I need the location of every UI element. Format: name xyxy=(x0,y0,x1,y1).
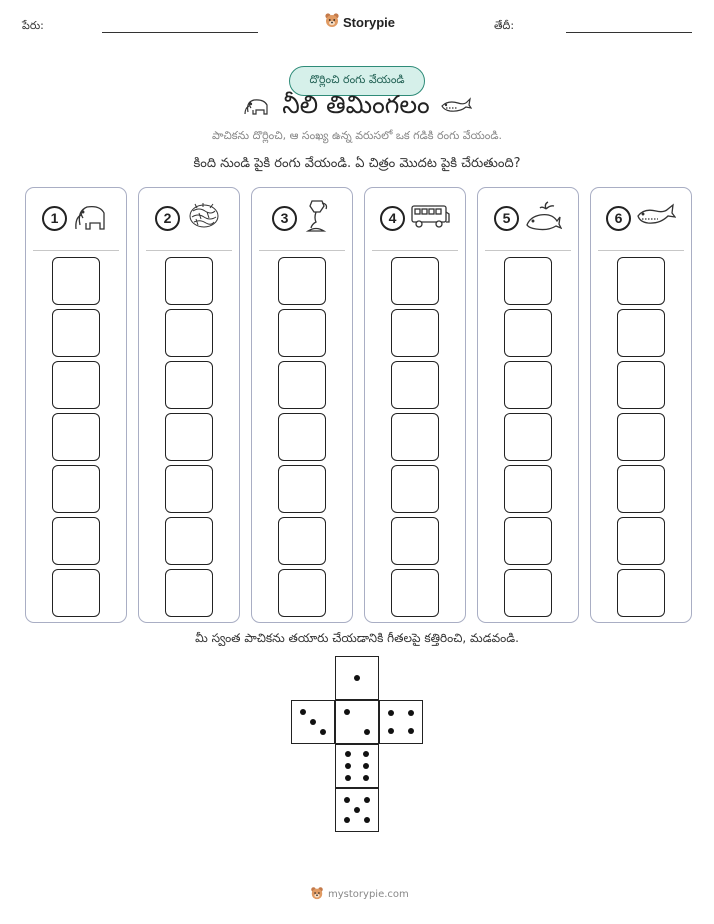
column-divider xyxy=(33,250,119,251)
color-cell[interactable] xyxy=(391,465,439,513)
cell-stack xyxy=(165,257,213,617)
footer-url[interactable]: mystorypie.com xyxy=(328,889,409,900)
bear-face-icon xyxy=(310,885,324,904)
cell-stack xyxy=(391,257,439,617)
color-cell[interactable] xyxy=(504,257,552,305)
die-pip xyxy=(388,710,394,716)
color-cell[interactable] xyxy=(278,309,326,357)
color-cell[interactable] xyxy=(504,309,552,357)
cell-stack xyxy=(278,257,326,617)
cell-stack xyxy=(617,257,665,617)
die-pip xyxy=(320,729,326,735)
column-number: 5 xyxy=(494,206,519,231)
name-label: పేరు: xyxy=(22,19,44,32)
column-header xyxy=(139,188,239,244)
column-number: 4 xyxy=(380,206,405,231)
die-pip xyxy=(345,751,351,757)
column-header xyxy=(252,188,352,244)
date-label: తేదీ: xyxy=(494,19,515,32)
color-cell[interactable] xyxy=(278,517,326,565)
color-cell[interactable] xyxy=(278,257,326,305)
footer xyxy=(310,885,409,904)
brand-logo xyxy=(324,12,395,32)
color-cell[interactable] xyxy=(52,569,100,617)
die-pip xyxy=(364,729,370,735)
color-cell[interactable] xyxy=(165,361,213,409)
color-cell[interactable] xyxy=(278,465,326,513)
question-instruction: కింది నుండి పైకి రంగు వేయండి. ఏ చిత్రం మొదట పైకి చేరుతుంది? xyxy=(193,156,521,171)
column-4 xyxy=(364,187,466,623)
color-cell[interactable] xyxy=(278,361,326,409)
whale-spout-icon xyxy=(524,199,562,237)
blue-whale-title-icon xyxy=(440,96,472,120)
color-cell[interactable] xyxy=(391,517,439,565)
die-face-1 xyxy=(335,656,379,700)
column-1 xyxy=(25,187,127,623)
color-cell[interactable] xyxy=(504,517,552,565)
elephant-icon xyxy=(72,199,110,237)
column-header xyxy=(26,188,126,244)
cell-stack xyxy=(504,257,552,617)
color-cell[interactable] xyxy=(617,465,665,513)
die-pip xyxy=(354,675,360,681)
color-cell[interactable] xyxy=(165,517,213,565)
color-cell[interactable] xyxy=(165,309,213,357)
column-number: 1 xyxy=(42,206,67,231)
column-number: 3 xyxy=(272,206,297,231)
die-pip xyxy=(364,797,370,803)
die-pip xyxy=(310,719,316,725)
color-cell[interactable] xyxy=(165,257,213,305)
page-title: నీలి తిమింగలం xyxy=(282,90,430,119)
die-pip xyxy=(354,807,360,813)
die-face-2 xyxy=(291,700,335,744)
die-pip xyxy=(408,728,414,734)
die-face-6 xyxy=(335,744,379,788)
color-cell[interactable] xyxy=(165,465,213,513)
school-bus-icon xyxy=(410,202,450,234)
column-2 xyxy=(138,187,240,623)
die-pip xyxy=(300,709,306,715)
elephant-icon xyxy=(242,94,272,122)
color-cell[interactable] xyxy=(617,361,665,409)
column-number: 6 xyxy=(606,206,631,231)
color-cell[interactable] xyxy=(617,413,665,461)
die-pip xyxy=(344,817,350,823)
die-pip xyxy=(363,775,369,781)
brand-name: Storypie xyxy=(343,14,396,30)
die-face-3 xyxy=(335,700,379,744)
color-cell[interactable] xyxy=(52,309,100,357)
color-cell[interactable] xyxy=(617,257,665,305)
column-divider xyxy=(259,250,345,251)
roll-instruction: పాచికను దొర్లించి, ఆ సంఖ్య ఉన్న వరుసలో ఒక గడికి రంగు వేయండి. xyxy=(212,129,502,142)
date-line xyxy=(566,32,692,33)
color-cell[interactable] xyxy=(391,413,439,461)
die-face-4 xyxy=(379,700,423,744)
name-line xyxy=(102,32,258,33)
column-divider xyxy=(485,250,571,251)
color-cell[interactable] xyxy=(391,309,439,357)
color-cell[interactable] xyxy=(278,413,326,461)
die-pip xyxy=(345,763,351,769)
column-divider xyxy=(146,250,232,251)
color-cell[interactable] xyxy=(165,569,213,617)
title-row xyxy=(0,90,714,126)
column-5 xyxy=(477,187,579,623)
column-divider xyxy=(598,250,684,251)
column-3 xyxy=(251,187,353,623)
color-cell[interactable] xyxy=(504,465,552,513)
die-face-5 xyxy=(335,788,379,832)
die-pip xyxy=(363,751,369,757)
cell-stack xyxy=(52,257,100,617)
color-cell[interactable] xyxy=(504,361,552,409)
column-divider xyxy=(372,250,458,251)
activity-badge: దొర్లించి రంగు వేయండి xyxy=(289,66,425,96)
make-die-instruction: మీ స్వంత పాచికను తయారు చేయడానికి గీతలపై కత్తిరించి, మడవండి. xyxy=(195,631,519,645)
column-header xyxy=(365,188,465,244)
color-cell[interactable] xyxy=(52,465,100,513)
color-cell[interactable] xyxy=(504,569,552,617)
column-header xyxy=(478,188,578,244)
column-header xyxy=(591,188,691,244)
bear-face-icon xyxy=(324,12,340,32)
color-cell[interactable] xyxy=(52,361,100,409)
color-cell[interactable] xyxy=(52,517,100,565)
coloring-columns xyxy=(25,187,692,623)
water-pitcher-icon xyxy=(302,198,332,238)
krill-icon xyxy=(185,199,223,237)
die-pip xyxy=(344,709,350,715)
die-pip xyxy=(388,728,394,734)
die-pip xyxy=(364,817,370,823)
color-cell[interactable] xyxy=(391,569,439,617)
color-cell[interactable] xyxy=(391,361,439,409)
color-cell[interactable] xyxy=(165,413,213,461)
column-number: 2 xyxy=(155,206,180,231)
color-cell[interactable] xyxy=(52,413,100,461)
die-pip xyxy=(408,710,414,716)
color-cell[interactable] xyxy=(278,569,326,617)
die-pip xyxy=(363,763,369,769)
color-cell[interactable] xyxy=(504,413,552,461)
column-6 xyxy=(590,187,692,623)
die-pip xyxy=(345,775,351,781)
color-cell[interactable] xyxy=(617,517,665,565)
die-pip xyxy=(344,797,350,803)
color-cell[interactable] xyxy=(52,257,100,305)
color-cell[interactable] xyxy=(617,309,665,357)
blue-whale-icon xyxy=(636,202,676,234)
color-cell[interactable] xyxy=(617,569,665,617)
color-cell[interactable] xyxy=(391,257,439,305)
